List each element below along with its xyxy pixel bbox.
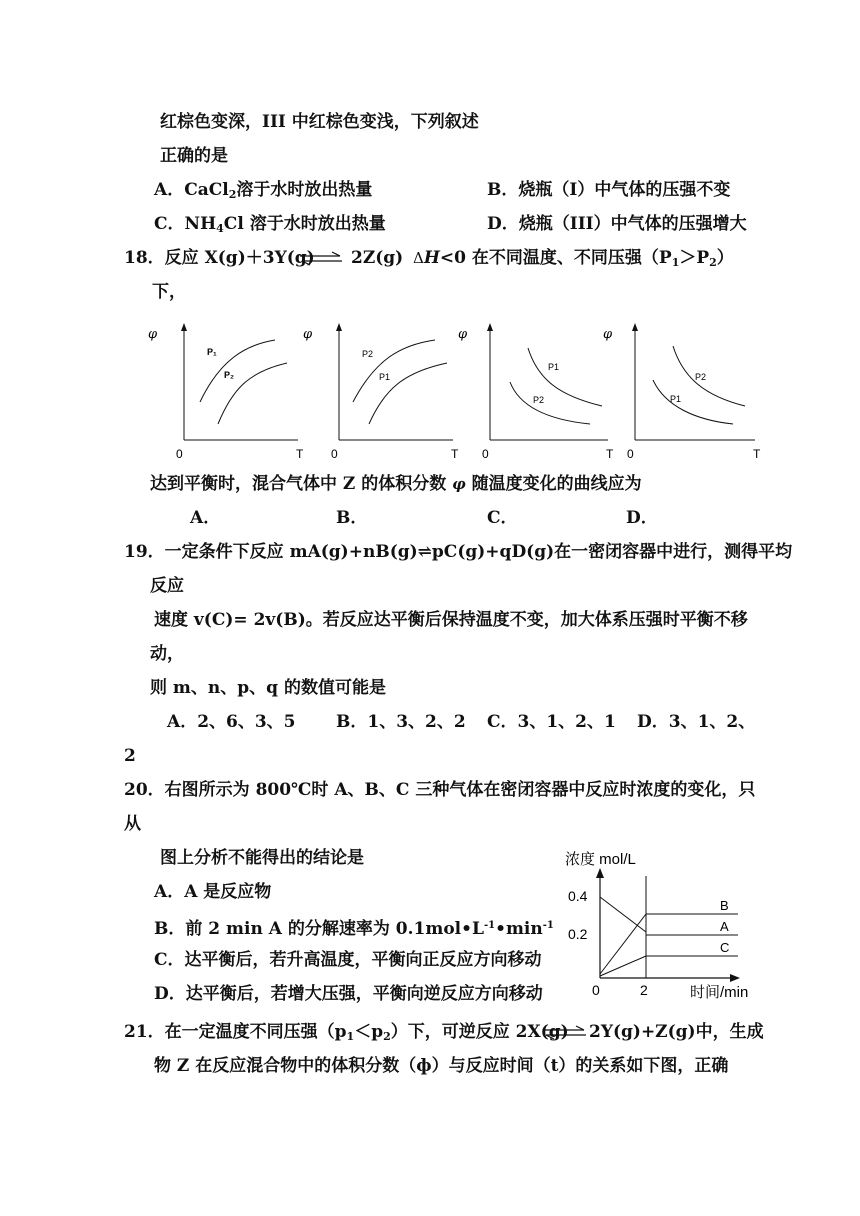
curve-p2 [673,346,745,406]
chart-y-label: 浓度 mol/L [565,851,636,868]
curve-label: P₁ [207,347,217,357]
q18-option-d: D． [626,508,658,528]
equilibrium-arrow-icon [298,250,344,266]
q18-option-c: C． [487,508,518,528]
q17-option-d: D．烧瓶（III）中气体的压强增大 [487,214,747,234]
curve-label: P2 [533,395,545,405]
origin-label: 0 [627,447,634,461]
series-a-decline [600,897,646,932]
curve-label: P₂ [224,370,235,380]
chart-ytick: 0.2 [568,926,588,942]
q18-stem-condition: ΔH<0 在不同温度、不同压强$(P_1>P_2)$ [413,248,734,269]
y-axis-label: φ [603,327,613,342]
q18-graph-a [140,320,310,465]
q17-continuation-line1: 红棕色变深，III 中红棕色变浅，下列叙述 [160,112,479,132]
q17-option-a: A．CaCl$_2$溶于水时放出热量 [154,180,373,201]
q19-option-b: B．1、3、2、2 [336,712,466,732]
q18-stem-line2: 下， [152,282,186,302]
x-axis-label: T [753,447,761,461]
chart-ytick: 0.4 [568,888,588,904]
q20-concentration-chart [560,846,780,1006]
origin-label: 0 [176,447,183,461]
q18-stem-reaction: 18．反应 X(g)＋3Y(g) [124,248,315,268]
curve-label: P2 [695,372,707,382]
x-axis-label: T [296,447,304,461]
curve-p1 [653,380,733,424]
q19-line4: 动， [150,644,184,664]
q19-line2: 反应 [150,576,184,596]
q19-option-a: A．2、6、3、5 [167,712,296,732]
q18-option-a: A． [190,508,221,528]
q20-line1: 20．右图所示为 800℃时 A、B、C 三种气体在密闭容器中反应时浓度的变化，只 [124,780,756,800]
series-label-b: B [720,898,729,913]
q20-option-d: D．达平衡后，若增大压强，平衡向逆反应方向移动 [154,984,543,1004]
series-label-c: C [720,940,730,955]
equilibrium-arrow-icon [542,1024,588,1040]
q19-option-c: C．3、1、2、1 [487,712,616,732]
q17-option-b: B．烧瓶（I）中气体的压强不变 [487,180,731,200]
q20-option-a: A．A 是反应物 [154,882,272,902]
y-axis-label: φ [303,327,313,342]
curve-p2 [510,382,590,424]
x-axis-label: T [606,447,614,461]
series-b-rise [600,914,646,974]
chart-xtick: 2 [640,982,648,998]
q17-option-c: C．$NH_4Cl$ 溶于水时放出热量 [154,214,386,235]
series-label-a: A [720,919,729,934]
q21-line2: 物 Z 在反应混合物中的体积分数（ф）与反应时间（t）的关系如下图，正确 [154,1056,729,1076]
q18-graph-b [295,320,465,465]
curve-label: P1 [379,372,391,382]
q18-stem-product: 2Z(g) [351,248,404,268]
curve-label: P1 [670,394,682,404]
q20-option-c: C．达平衡后，若升高温度，平衡向正反应方向移动 [154,950,542,970]
q21-line1: 21．在一定温度不同压强$(p_1<p_2)$下，可逆反应 2X(g) [124,1022,569,1043]
q19-line5: 则 m、n、p、q 的数值可能是 [150,678,386,698]
origin-label: 0 [482,447,489,461]
q19-line1: 19．一定条件下反应 mA(g)+nB(g)⇌pC(g)+qD(g)在一密闭容器中进行，测得平均 [124,542,793,562]
q17-continuation-line2: 正确的是 [160,146,228,166]
series-c-rise [600,956,646,976]
q19-line3: 速度 v(C)= 2v(B)。若反应达平衡后保持温度不变，加大体系压强时平衡不移 [154,610,748,630]
curve-label: P2 [362,349,374,359]
curve-label: P1 [548,362,560,372]
q19-option-d: D．3、1、2、 [637,712,756,732]
x-axis-label: T [451,447,459,461]
q18-graph-d [595,320,765,465]
y-axis-label: φ [458,327,468,342]
q20-line3: 图上分析不能得出的结论是 [160,848,364,868]
q21-line1-end: 2Y(g)+Z(g)中，生成 [589,1022,764,1042]
q18-option-b: B． [336,508,368,528]
q19-option-d-wrap: 2 [124,746,136,766]
y-axis-label: φ [148,327,158,342]
q20-option-b: B．前 2 min A 的分解速率为 $0.1mol•L^{-1}•\min^{-1}$ [154,919,554,939]
chart-x-label: 时间/min [690,984,749,1001]
q20-line2: 从 [124,814,141,834]
q18-stem-line3: 达到平衡时，混合气体中 Z 的体积分数 φ 随温度变化的曲线应为 [150,474,642,494]
origin-label: 0 [331,447,338,461]
chart-xtick: 0 [592,982,600,998]
